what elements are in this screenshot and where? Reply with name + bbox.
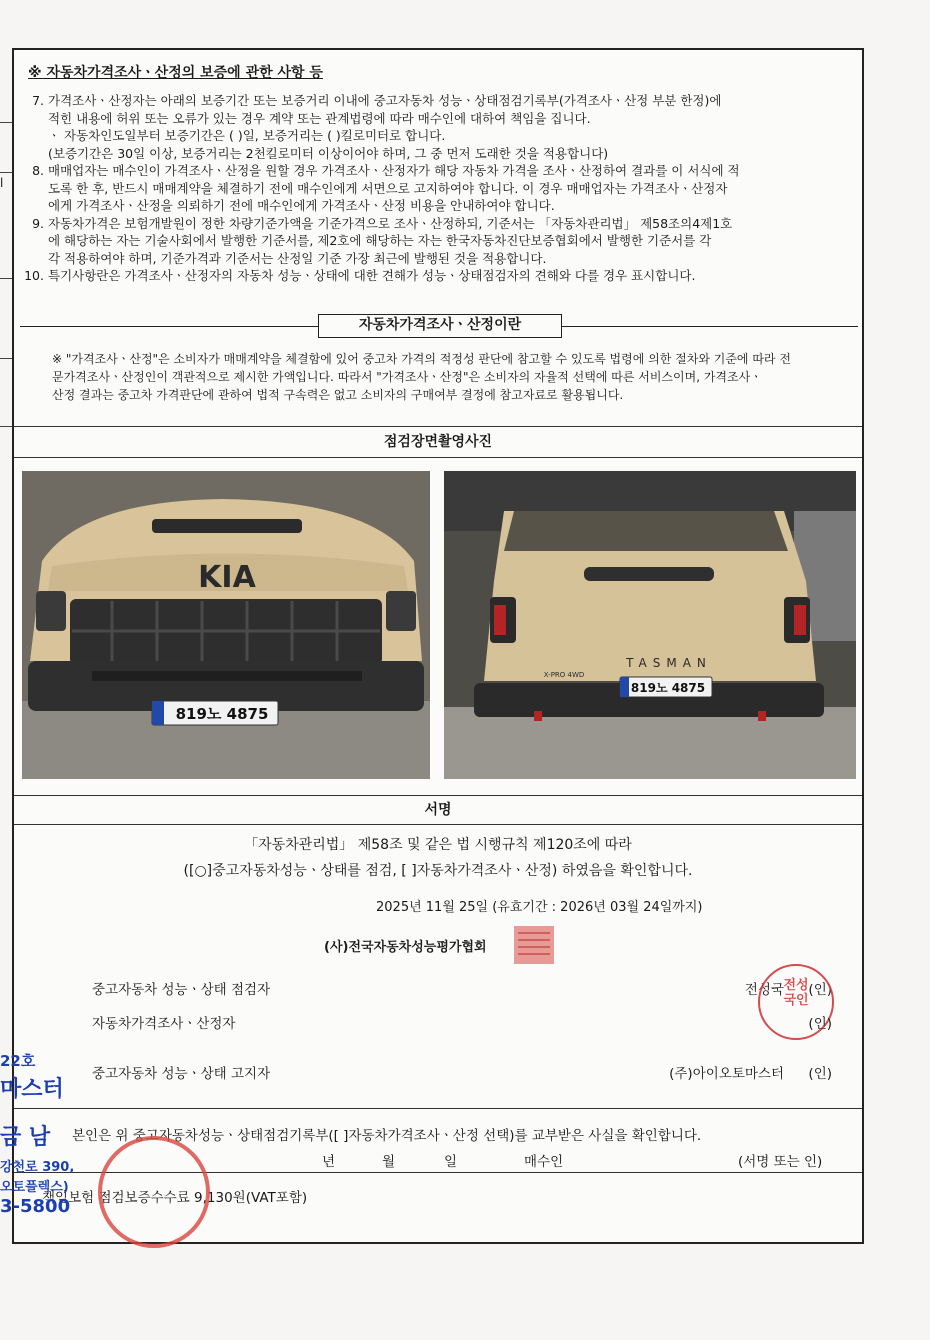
term-line: 자동차가격은 보험개발원이 정한 차량기준가액을 기준가격으로 조사ㆍ산정하되, 기준서는 「자동차관리법」 제58조의4제1호 [48,215,733,231]
term-item-7 [22,92,858,127]
term-item-10 [22,267,858,285]
warranty-heading: ※ 자동차가격조사ㆍ산정의 보증에 관한 사항 등 [28,65,323,81]
inspector-stamp-text: 전성 국인 [783,978,809,1008]
association-name: (사)전국자동차성능평가협회 [324,940,487,955]
month-label: 월 [382,1154,396,1170]
notifier-name: (주)아이오토마스터 [669,1066,784,1082]
front-vehicle-illustration [22,471,430,779]
box-rule-left [20,326,318,327]
term-line: 특기사항란은 가격조사ㆍ산정자의 자동차 성능ㆍ상태에 대한 견해가 성능ㆍ상태점검자의 견해와 다를 경우 표시합니다. [48,268,696,283]
term-line: 에게 가격조사ㆍ산정을 의뢰하기 전에 매수인에게 가격조사ㆍ산정 비용을 안내하여야 합니다. [48,198,555,213]
term-number [22,127,48,162]
warranty-terms-section [14,50,862,427]
term-line: 가격조사ㆍ산정자는 아래의 보증기간 또는 보증거리 이내에 중고자동차 성능ㆍ상태점검기록부(가격조사ㆍ산정 부분 한정)에 [48,93,722,108]
document-frame [12,48,864,1244]
year-label: 년 [322,1154,336,1170]
rear-vehicle-photo [444,471,856,779]
signature-heading: 서명 [14,795,862,825]
terms-list [22,92,858,285]
inspector-seal-mark: (인) [808,982,832,998]
rear-license-plate: 819노 4875 [630,681,706,695]
margin-tick [0,358,12,359]
kia-logo-text: KIA [198,560,256,595]
note-line: 문가격조사ㆍ산정인이 객관적으로 제시한 가액입니다. 따라서 "가격조사ㆍ산정"은 소비자의 자율적 선택에 따른 서비스이며, 가격조사ㆍ [52,370,762,384]
price-surveyor-seal-mark: (인) [808,1016,832,1032]
term-item-7-sub [22,127,858,162]
left-stamp-line: 22호 [0,1052,36,1070]
left-stamp-line: 3-5800 [0,1196,71,1217]
tasman-badge: TASMAN [626,656,712,670]
term-line: (보증기간은 30일 이상, 보증거리는 2천킬로미터 이상이어야 하며, 그 중 먼저 도래한 것을 적용합니다) [48,145,609,161]
notifier-label: 중고자동차 성능ㆍ상태 고지자 [92,1066,271,1082]
margin-tick [0,426,12,427]
photos-heading: 점검장면촬영사진 [14,427,862,458]
buyer-label: 매수인 [524,1154,564,1170]
term-item-9 [22,215,858,268]
receipt-divider [14,1108,862,1109]
left-stamp-line: 금 남 [0,1125,51,1150]
margin-char: l [0,176,4,190]
confirmation-line: ([○]중고자동차성능ㆍ상태를 점검, [ ]자동차가격조사ㆍ산정) 하였음을 확인합니다. [183,863,693,879]
term-number: 10. [24,268,44,283]
receipt-confirmation: 본인은 위 중고자동차성능ㆍ상태점검기록부([ ]자동차가격조사ㆍ산정 선택)를 교부받은 사실을 확인합니다. [72,1128,702,1144]
margin-tick [0,122,12,123]
term-number: 7. [32,93,44,108]
legal-basis-line: 「자동차관리법」 제58조 및 같은 법 시행규칙 제120조에 따라 [244,837,632,853]
rear-sticker: X-PRO 4WD [543,671,585,679]
inspector-name: 전성국 [744,982,784,998]
inspector-label: 중고자동차 성능ㆍ상태 점검자 [92,982,271,998]
term-line: 도록 한 후, 반드시 매매계약을 체결하기 전에 매수인에게 서면으로 고지하여야 합니다. 이 경우 매매업자는 가격조사ㆍ산정자 [48,180,728,196]
left-stamp-line: 오토플렉스) [0,1180,69,1195]
issue-date: 2025년 11월 25일 (유효기간 : 2026년 03월 24일까지) [376,900,703,915]
left-stamp-line: 마스터 [0,1077,64,1102]
company-seal-icon [98,1136,210,1248]
note-line: 산정 결과는 중고차 가격판단에 관하여 법적 구속력은 없고 소비자의 구매여부 결정에 참고자료로 활용됩니다. [52,388,624,402]
notifier-seal-mark: (인) [808,1066,832,1082]
front-license-plate: 819노 4875 [175,705,269,723]
term-line: 에 해당하는 자는 기술사회에서 발행한 기준서를, 제2호에 해당하는 자는 한국자동차진단보증협회에서 발행한 기준서를 각 [48,233,712,248]
sign-hint: (서명 또는 인) [738,1154,823,1170]
box-rule-right [562,326,858,327]
price-survey-box-title: 자동차가격조사ㆍ산정이란 [318,314,562,338]
price-survey-note [52,350,842,404]
term-number: 9. [32,215,44,231]
left-stamp-line: 강천로 390, [0,1160,75,1175]
association-seal-icon [514,926,554,964]
term-line: 각 적용하여야 하며, 기준가격과 기준서는 산정일 기준 가장 최근에 발행된 것을 적용합니다. [48,250,547,266]
term-line: 적힌 내용에 허위 또는 오류가 있는 경우 계약 또는 관계법령에 따라 매수인에 대하여 책임을 집니다. [48,110,591,126]
day-label: 일 [444,1154,458,1170]
margin-tick [0,278,12,279]
rear-vehicle-illustration [444,471,856,779]
warranty-fee: 책임보험 점검보증수수료 9,130원(VAT포함) [42,1190,308,1206]
note-line: ※ "가격조사ㆍ산정"은 소비자가 매매계약을 체결함에 있어 중고차 가격의 적정성 판단에 참고할 수 있도록 법령에 의한 절차와 기준에 따라 전 [52,352,791,366]
price-surveyor-label: 자동차가격조사ㆍ산정자 [92,1016,236,1032]
front-vehicle-photo [22,471,430,779]
term-line: 매매업자는 매수인이 가격조사ㆍ산정을 원할 경우 가격조사ㆍ산정자가 해당 자동차 가격을 조사ㆍ산정하여 결과를 이 서식에 적 [48,163,740,178]
term-line: ㆍ 자동차인도일부터 보증기간은 ( )일, 보증거리는 ( )킬로미터로 합니다. [48,128,446,143]
term-number: 8. [32,163,44,178]
term-item-8 [22,162,858,215]
margin-tick [0,172,12,173]
